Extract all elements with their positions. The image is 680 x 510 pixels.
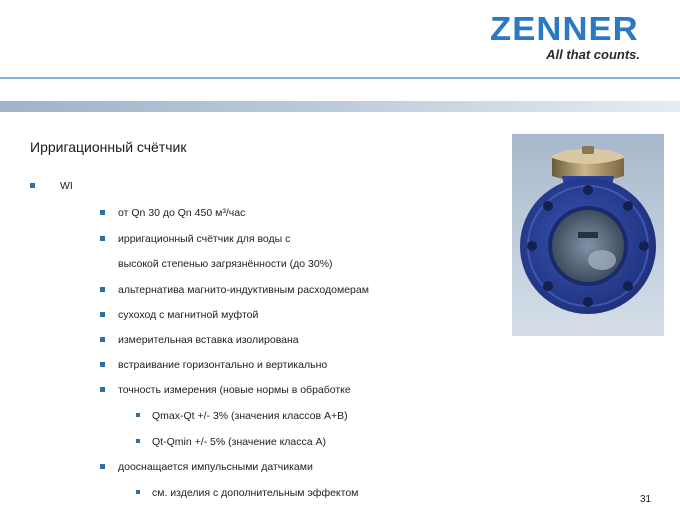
bullet-text: сухоход с магнитной муфтой: [118, 309, 259, 321]
bullet-item: [118, 359, 327, 371]
page-number: 31: [640, 494, 652, 505]
bullet-item: [60, 180, 73, 192]
bullet-square-icon: [136, 490, 140, 494]
bullet-text: измерительная вставка изолирована: [118, 334, 299, 346]
bullet-square-icon: [136, 439, 140, 443]
bullet-text: WI: [60, 180, 73, 192]
bullet-square-icon: [100, 236, 105, 241]
bullet-text: дооснащается импульсными датчиками: [118, 461, 313, 473]
logo-tagline: All that counts.: [546, 47, 640, 62]
bullet-item: [118, 384, 351, 396]
bullet-item: [118, 334, 299, 346]
slide-title: Ирригационный счётчик: [30, 139, 187, 155]
bullet-item: [118, 309, 258, 321]
bullet-text: ирригационный счётчик для воды с: [118, 233, 291, 245]
bullet-continuation: высокой степенью загрязнённости (до 30%): [118, 258, 333, 270]
register-knob: [582, 146, 594, 154]
water-meter-photo: [512, 134, 664, 336]
bullet-text: точность измерения (новые нормы в обработке: [118, 384, 351, 396]
bullet-text: встраивание горизонтально и вертикально: [118, 359, 328, 371]
bullet-square-icon: [136, 413, 140, 417]
bullet-square-icon: [30, 183, 35, 188]
bullet-square-icon: [100, 312, 105, 317]
bullet-square-icon: [100, 362, 105, 367]
bullet-square-icon: [100, 287, 105, 292]
zenner-logo: [490, 10, 658, 64]
bullet-text: альтернатива магнито-индуктивным расходомерам: [118, 284, 369, 296]
bullet-text: от Qn 30 до Qn 450 м³/час: [118, 207, 246, 219]
bullet-item: [118, 233, 290, 245]
bullet-text: Qt-Qmin +/- 5% (значение класса A): [152, 436, 327, 448]
logo-wordmark: ZENNER: [490, 10, 639, 47]
bullet-square-icon: [100, 464, 105, 469]
bullet-square-icon: [100, 387, 105, 392]
bullet-square-icon: [100, 210, 105, 215]
bullet-text: Qmax-Qt +/- 3% (значения классов A+B): [152, 410, 348, 422]
header-divider: [0, 77, 680, 79]
sub-bullet-item: [152, 487, 358, 499]
bullet-text: см. изделия с дополнительным эффектом: [152, 487, 359, 499]
bullet-item: [118, 207, 245, 219]
bullet-item: [118, 461, 313, 473]
sub-bullet-item: [152, 410, 348, 422]
sub-bullet-item: [152, 436, 326, 448]
header-band: [0, 101, 680, 112]
bullet-item: [118, 284, 369, 296]
bullet-square-icon: [100, 337, 105, 342]
